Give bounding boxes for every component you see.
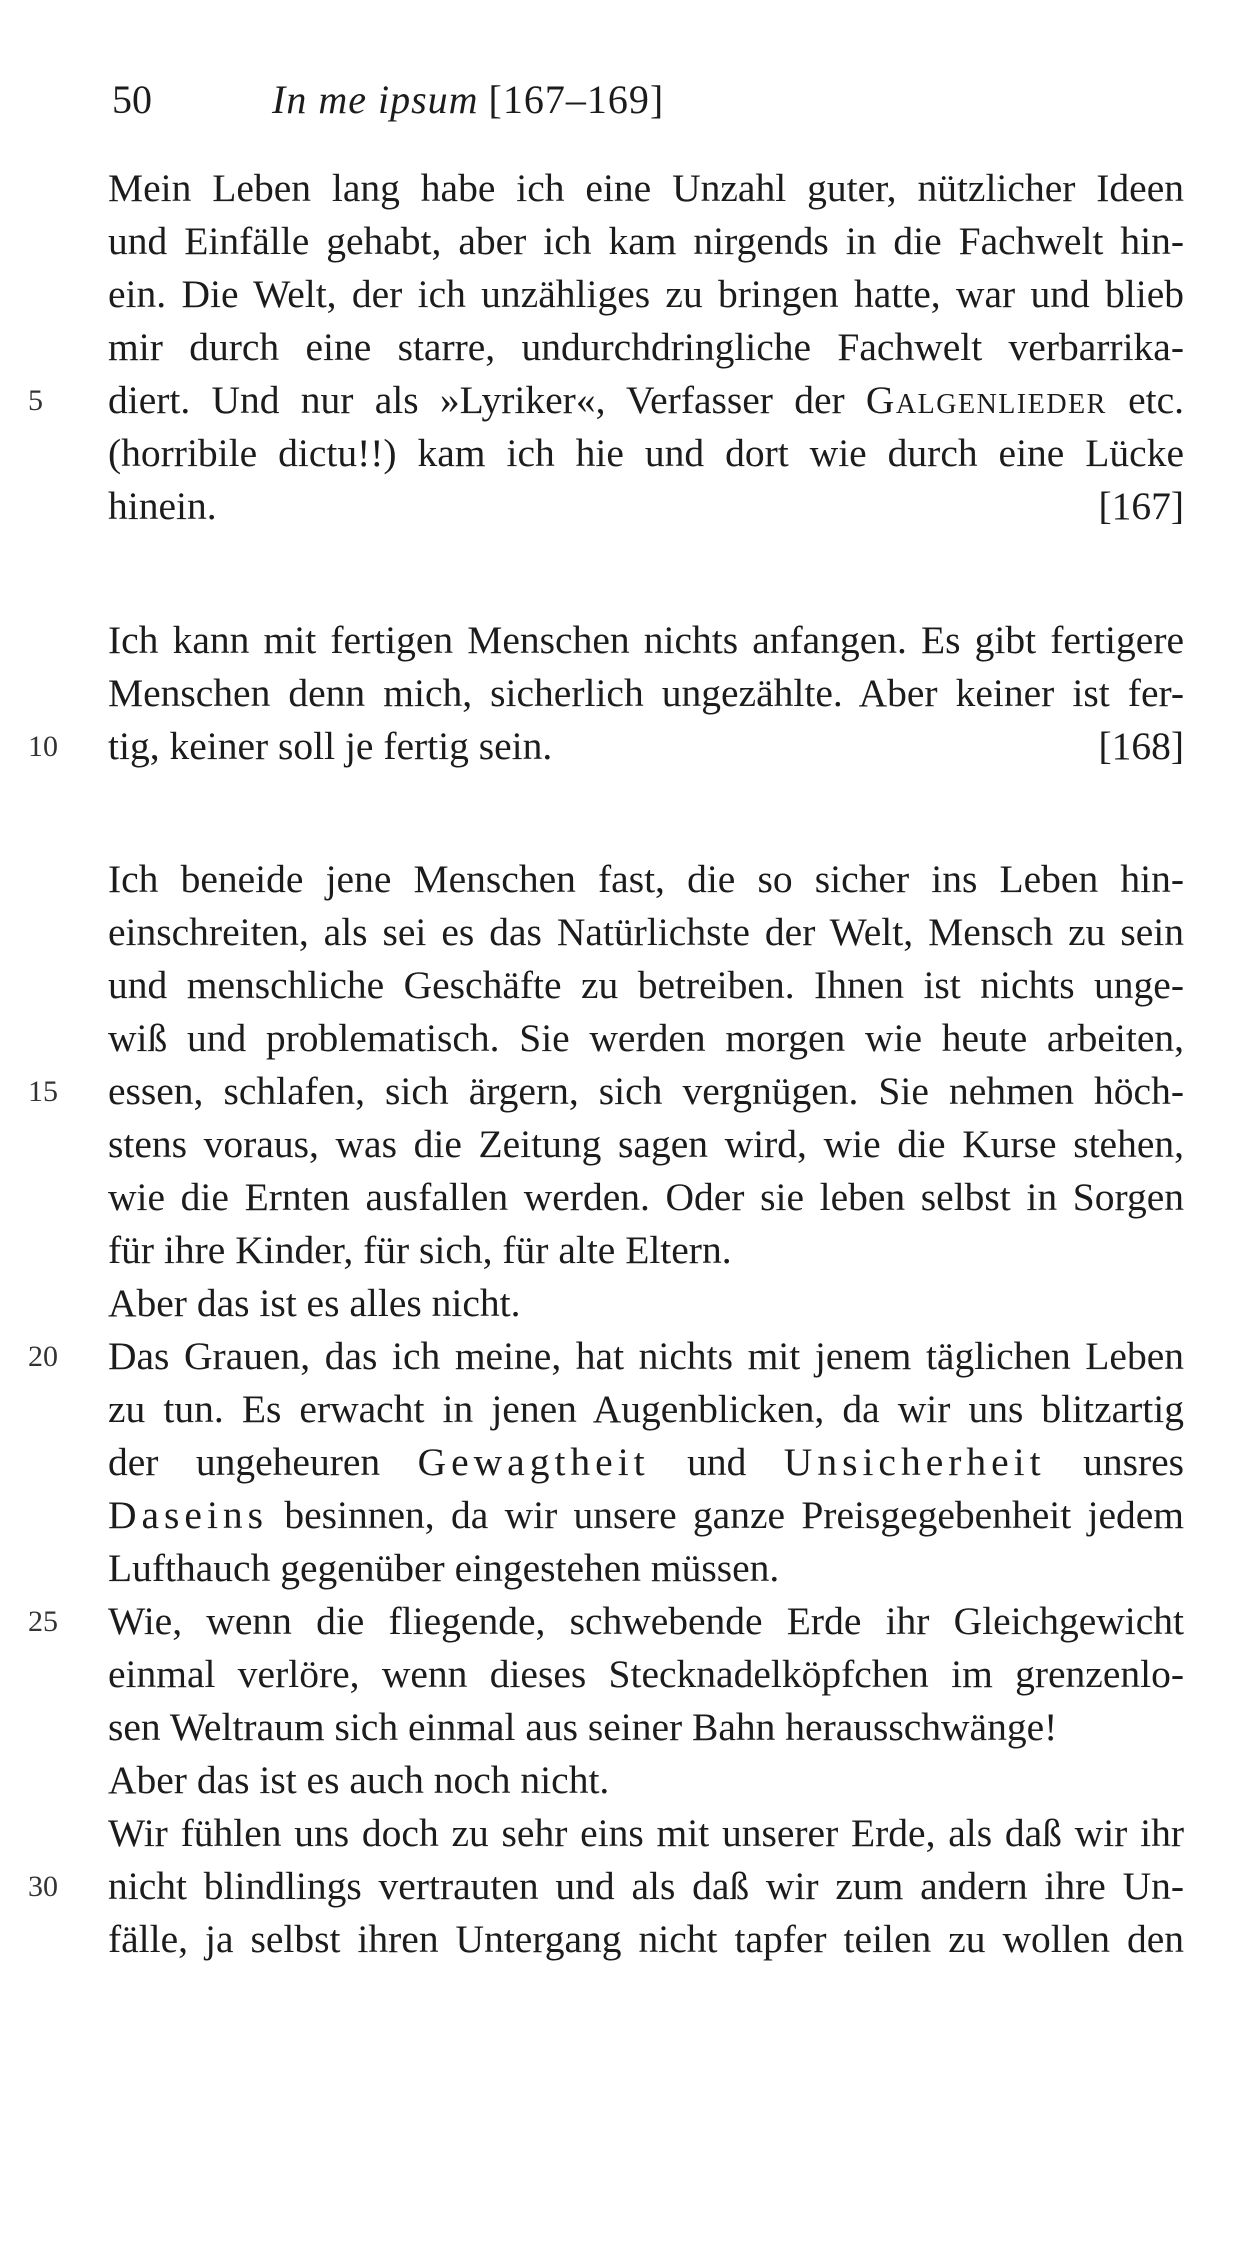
text-line: der ungeheuren Gewagtheit und Unsicherheit unsres: [108, 1440, 1184, 1484]
text-line: Lufthauch gegenüber eingestehen müssen.: [108, 1546, 780, 1590]
line-number: 5: [28, 384, 43, 417]
page-number: 50: [112, 77, 152, 122]
text-line-content: hinein.: [108, 484, 217, 528]
text-line: und Einfälle gehabt, aber ich kam nirgends in die Fachwelt hin-: [108, 219, 1184, 263]
text-line: nicht blindlings vertrauten und als daß wir zum andern ihre Un-: [108, 1864, 1184, 1908]
line-number: 15: [28, 1075, 58, 1108]
entry-reference: [167]: [1098, 484, 1184, 528]
entry-range: [167–169]: [488, 77, 665, 122]
running-header: [112, 70, 664, 130]
line-number: 25: [28, 1605, 58, 1638]
emphasized-word: Unsicherheit: [783, 1440, 1046, 1484]
text-line: sen Weltraum sich einmal aus seiner Bahn herausschwänge!: [108, 1705, 1058, 1749]
text-line: Ich kann mit fertigen Menschen nichts anfangen. Es gibt fertigere: [108, 618, 1184, 662]
text-line: Ich beneide jene Menschen fast, die so sicher ins Leben hin-: [108, 857, 1184, 901]
text-line: Menschen denn mich, sicherlich ungezählte. Aber keiner ist fer-: [108, 671, 1184, 715]
text-line: [108, 720, 1184, 773]
emphasized-word: Daseins: [108, 1493, 269, 1537]
text-line: Aber das ist es auch noch nicht.: [108, 1758, 610, 1802]
text-line: zu tun. Es erwacht in jenen Augenblicken, da wir uns blitzartig: [108, 1387, 1184, 1431]
line-number: 10: [28, 730, 58, 763]
text-line: wie die Ernten ausfallen werden. Oder sie leben selbst in Sorgen: [108, 1175, 1184, 1219]
text-line: Wie, wenn die fliegende, schwebende Erde ihr Gleichgewicht: [108, 1599, 1184, 1643]
text-line: Daseins besinnen, da wir unsere ganze Preisgegebenheit jedem: [108, 1493, 1184, 1537]
line-number: 30: [28, 1870, 58, 1903]
text-line: für ihre Kinder, für sich, für alte Eltern.: [108, 1228, 732, 1272]
text-line: einmal verlöre, wenn dieses Stecknadelköpfchen im grenzenlo-: [108, 1652, 1184, 1696]
work-title-galgenlieder: Galgenlieder: [865, 378, 1107, 422]
text-line: Wir fühlen uns doch zu sehr eins mit unserer Erde, als daß wir ihr: [108, 1811, 1184, 1855]
text-line: Das Grauen, das ich meine, hat nichts mit jenem täglichen Leben: [108, 1334, 1184, 1378]
text-line: ein. Die Welt, der ich unzähliges zu bringen hatte, war und blieb: [108, 272, 1184, 316]
text-line: stens voraus, was die Zeitung sagen wird, wie die Kurse stehen,: [108, 1122, 1184, 1166]
emphasized-word: Gewagtheit: [417, 1440, 650, 1484]
text-line: diert. Und nur als »Lyriker«, Verfasser der Galgenlieder etc.: [108, 378, 1184, 422]
text-line: essen, schlafen, sich ärgern, sich vergnügen. Sie nehmen höch-: [108, 1069, 1184, 1113]
text-line: [108, 480, 1184, 533]
text-line: Mein Leben lang habe ich eine Unzahl guter, nützlicher Ideen: [108, 166, 1184, 210]
text-line: fälle, ja selbst ihren Untergang nicht tapfer teilen zu wollen den: [108, 1917, 1184, 1961]
text-line: Aber das ist es alles nicht.: [108, 1281, 521, 1325]
text-line-content: tig, keiner soll je fertig sein.: [108, 724, 553, 768]
text-line: einschreiten, als sei es das Natürlichste der Welt, Mensch zu sein: [108, 910, 1184, 954]
text-line: und menschliche Geschäfte zu betreiben. Ihnen ist nichts unge-: [108, 963, 1184, 1007]
entry-reference: [168]: [1098, 724, 1184, 768]
text-line: (horribile dictu!!) kam ich hie und dort wie durch eine Lücke: [108, 431, 1184, 475]
text-line: wiß und problematisch. Sie werden morgen wie heute arbeiten,: [108, 1016, 1184, 1060]
text-line: mir durch eine starre, undurchdringliche Fachwelt verbarrika-: [108, 325, 1184, 369]
line-number: 20: [28, 1340, 58, 1373]
running-title: In me ipsum: [272, 77, 479, 122]
